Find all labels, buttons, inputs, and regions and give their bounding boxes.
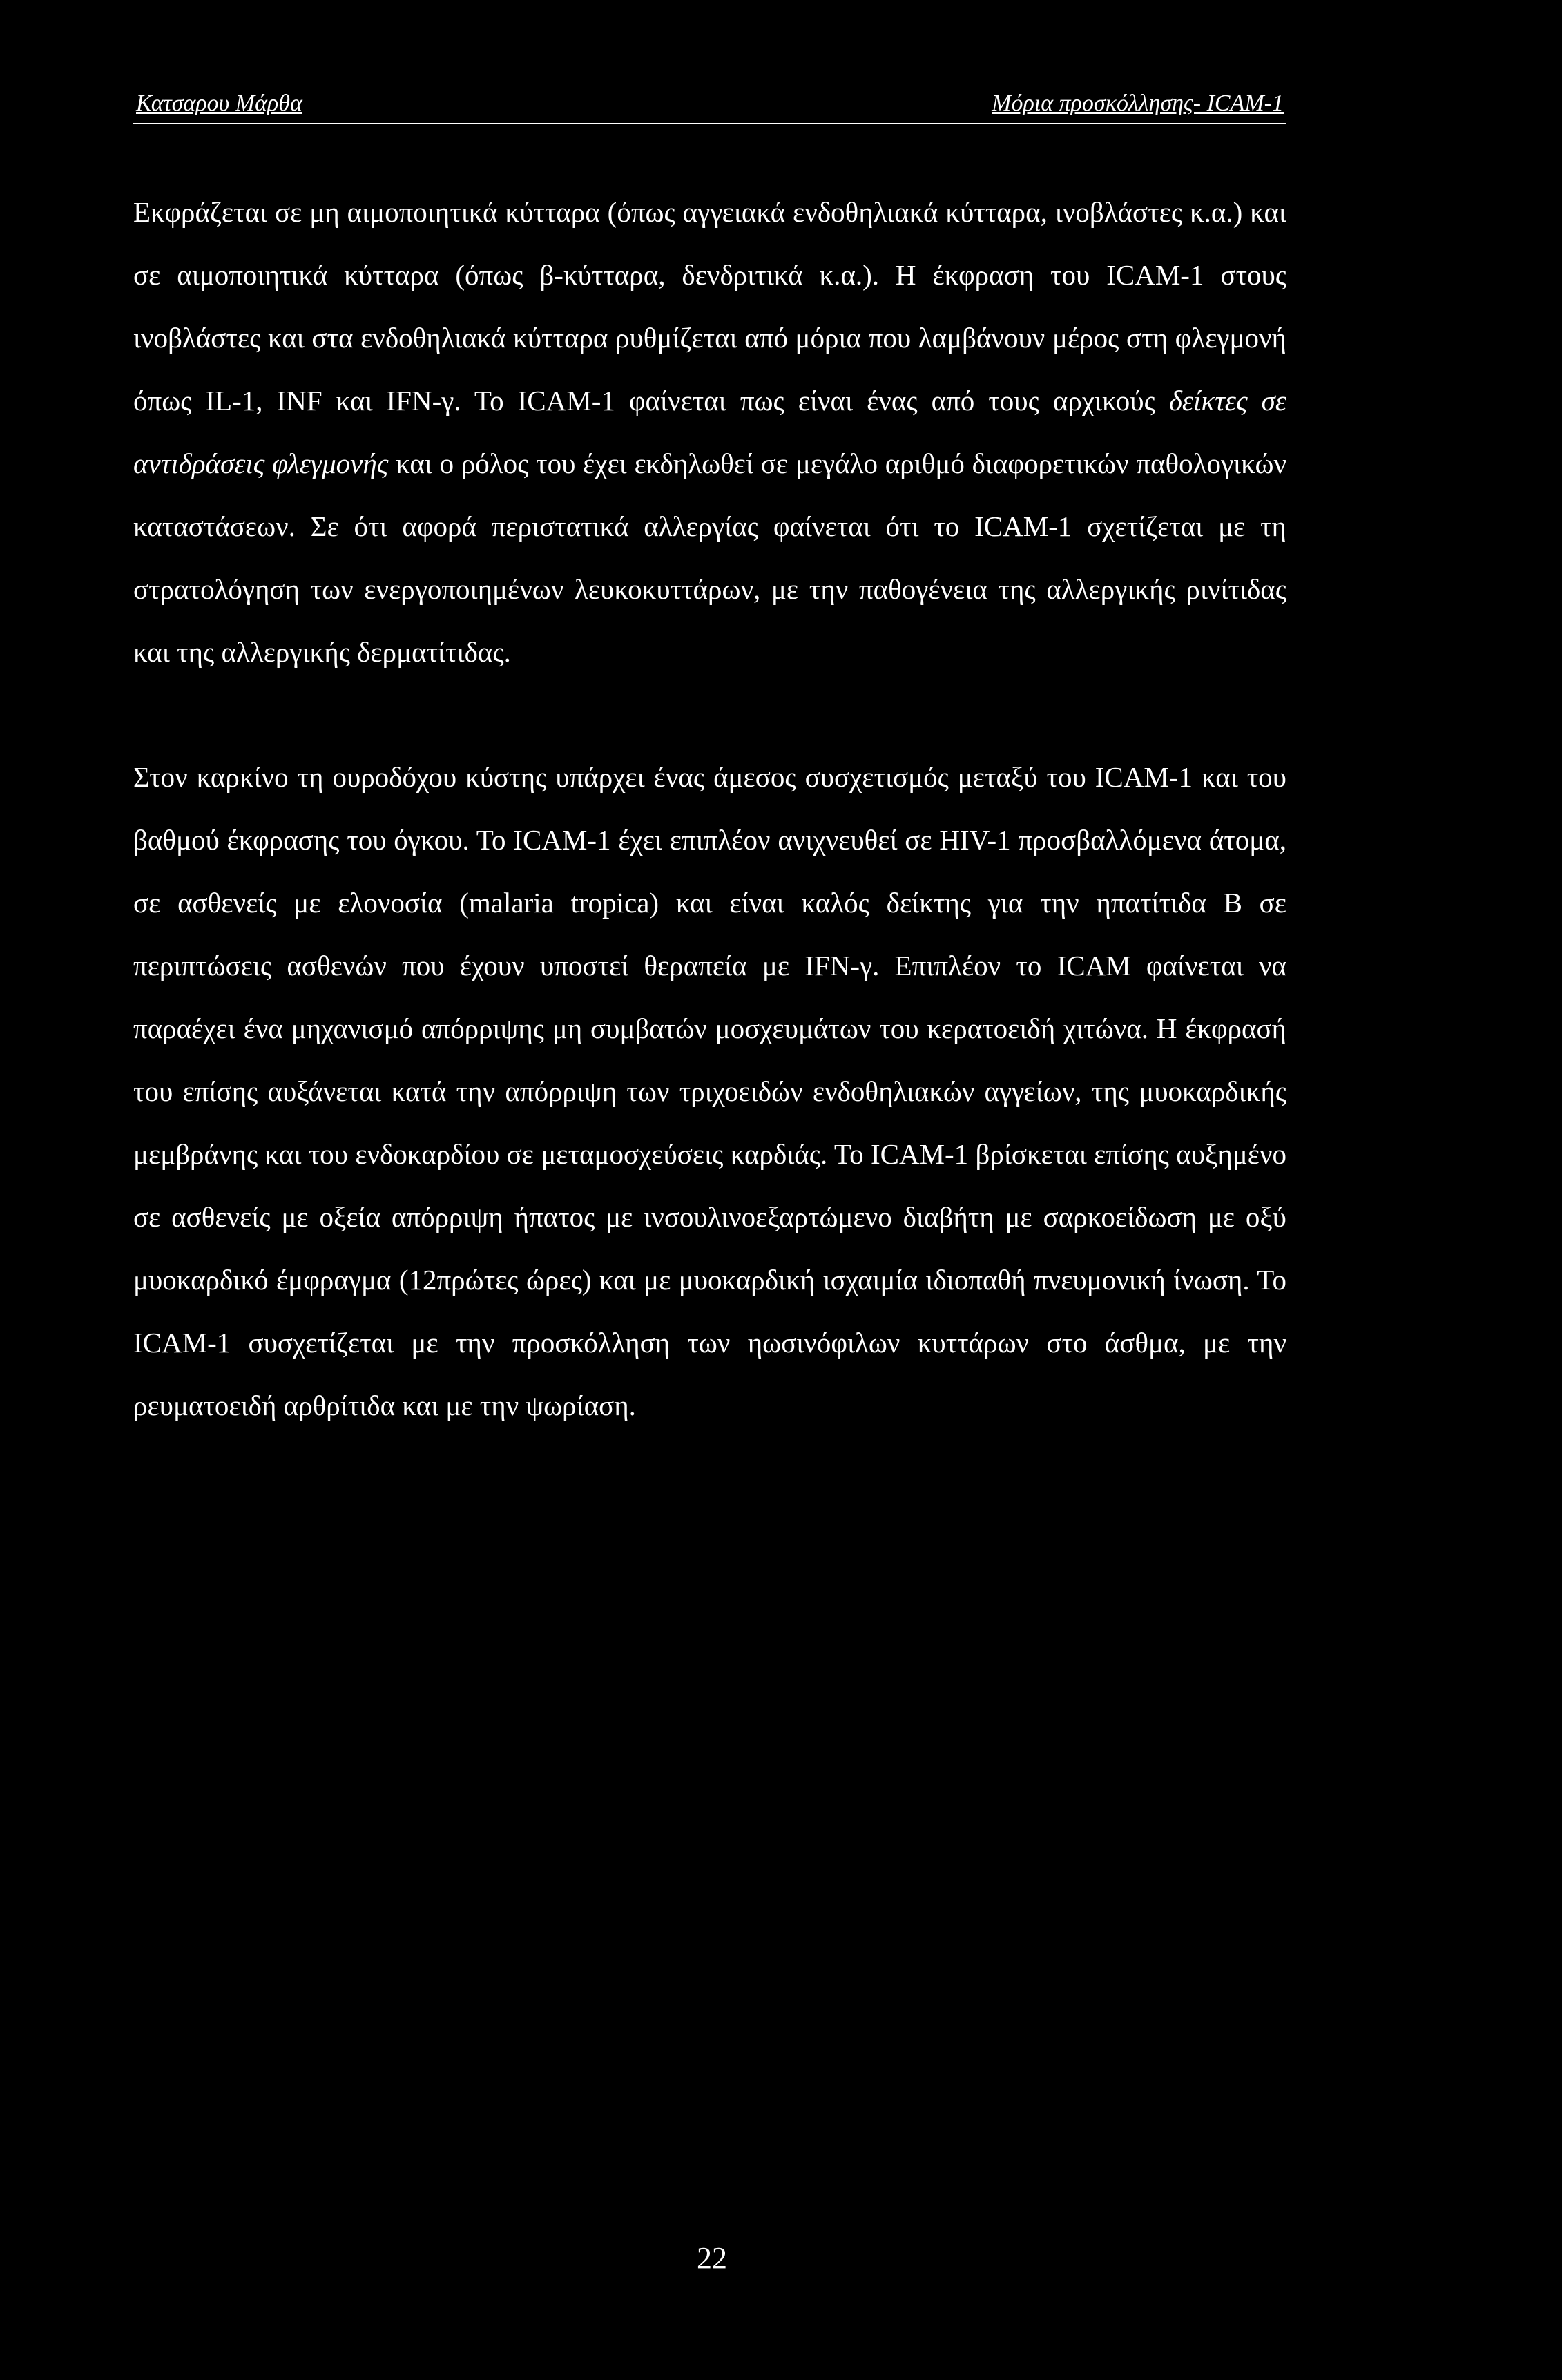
page-header bbox=[133, 84, 1286, 124]
paragraph-1-text-b: και ο ρόλος του έχει εκδηλωθεί σε μεγάλο αριθμό διαφορετικών παθολογικών καταστάσεων. Σε ότι αφορά περιστατικά αλλεργίας φαίνεται ότι το ICAM-1 σχετίζεται με τη στρατολόγηση των ενεργοποιημένων λευκοκυττάρων, με την παθογένεια της αλλεργικής ρινίτιδας και της αλλεργικής δερματίτιδας. bbox=[133, 448, 1286, 668]
paragraph-2 bbox=[133, 746, 1286, 1437]
paragraph-1-text-a: Εκφράζεται σε μη αιμοποιητικά κύτταρα (όπως αγγειακά ενδοθηλιακά κύτταρα, ινοβλάστες κ.α.) και σε αιμοποιητικά κύτταρα (όπως β-κύτταρα, δενδριτικά κ.α.). Η έκφραση του ICAM-1 στους ινοβλάστες και στα ενδοθηλιακά κύτταρα ρυθμίζεται από μόρια που λαμβάνουν μέρος στη φλεγμονή όπως IL-1, INF και IFN-γ. Το ICAM-1 φαίνεται πως είναι ένας από τους αρχικούς bbox=[133, 196, 1286, 416]
paragraph-2-text: Στον καρκίνο τη ουροδόχου κύστης υπάρχει ένας άμεσος συσχετισμός μεταξύ του ICAM-1 και του βαθμού έκφρασης του όγκου. Το ICAM-1 έχει επιπλέον ανιχνευθεί σε HIV-1 προσβαλλόμενα άτομα, σε ασθενείς με ελονοσία (malaria tropica) και είναι καλός δείκτης για την ηπατίτιδα Β σε περιπτώσεις ασθενών που έχουν υποστεί θεραπεία με IFN-γ. Επιπλέον το ICAM φαίνεται να παραέχει ένα μηχανισμό απόρριψης μη συμβατών μοσχευμάτων του κερατοειδή χιτώνα. Η έκφρασή του επίσης αυξάνεται κατά την απόρριψη των τριχοειδών ενδοθηλιακών αγγείων, της μυοκαρδικής μεμβράνης και του ενδοκαρδίου σε μεταμοσχεύσεις καρδιάς. Το ICAM-1 βρίσκεται επίσης αυξημένο σε ασθενείς με οξεία απόρριψη ήπατος με ινσουλινοεξαρτώμενο διαβήτη με σαρκοείδωση με οξύ μυοκαρδικό έμφραγμα (12πρώτες ώρες) και με μυοκαρδική ισχαιμία ιδιοπαθή πνευμονική ίνωση. Το ICAM-1 συσχετίζεται με την προσκόλληση των ηωσινόφιλων κυττάρων στο άσθμα, με την ρευματοειδή αρθρίτιδα και με την ψωρίαση. bbox=[133, 761, 1286, 1421]
header-title: Μόρια προσκόλλησης- ICAM-1 bbox=[992, 90, 1284, 116]
paragraph-1 bbox=[133, 181, 1286, 684]
paragraph-1-emphasis: δείκτες σε αντιδράσεις φλεγμονής bbox=[133, 385, 1286, 479]
page-number: 22 bbox=[697, 2241, 727, 2275]
header-author: Κατσαρου Μάρθα bbox=[136, 90, 302, 116]
